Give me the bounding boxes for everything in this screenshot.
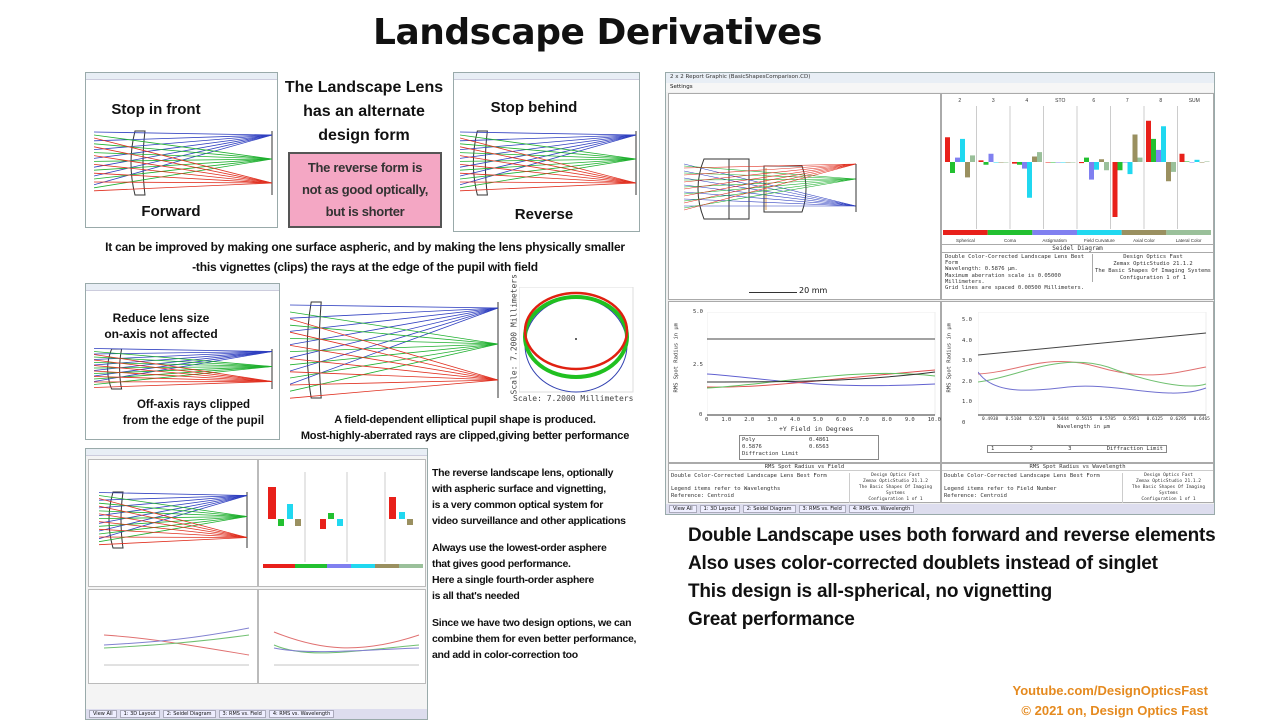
scale-bar-label: 20 mm [799,286,828,295]
intro-line: The Landscape Lens [284,79,444,96]
intro-line: has an alternate [303,103,425,120]
rms-field-pane [668,301,941,463]
pupil-ellipses [519,287,634,393]
y-tick: 2.0 [962,378,972,385]
rms-field-curves [707,312,937,417]
ray [99,537,247,538]
field-xlabel: +Y Field in Degrees [779,425,854,433]
callout-line: not as good optically, [301,182,429,197]
intro-line: design form [318,127,410,144]
note-line: video surveillance and other applications [432,515,626,527]
caption-line: A field-dependent elliptical pupil shape is produced. [334,414,596,426]
scale-bar [749,286,827,295]
field-xticks [705,417,941,423]
reverse-rms-field-curves [89,590,257,683]
subtitle: The Basic Shapes Of Imaging Systems [1095,268,1211,274]
pupil-captions [275,412,655,444]
seidel-bar [989,154,994,162]
software: Zemax OpticStudio 21.1.2 [1113,261,1193,267]
note-line: with aspheric surface and vignetting, [432,483,606,495]
seidel-bar [1066,162,1071,163]
note: Reference: Centroid [944,492,1007,499]
reverse-form-callout [288,152,442,228]
lens-name: Double Color-Corrected Landscape Lens Best Form [945,254,1085,267]
seidel-title: Seidel Diagram [942,244,1213,253]
note: Legend items refer to Field Number [944,486,1057,492]
x-tick: 0.6125 [1146,417,1163,422]
legend-swatch [1166,230,1211,235]
ray [94,360,272,382]
note-line: The reverse landscape lens, optionally [432,467,614,479]
ray [684,164,856,168]
callout-line: The reverse form is [307,160,423,175]
surface-label: 4 [1025,98,1029,104]
seidel-bar [1032,157,1037,163]
seidel-diagram [943,94,1213,244]
seidel-bar [1138,158,1143,162]
ray [460,132,636,135]
report-tabs [666,504,1214,514]
seidel-bar [1128,162,1133,174]
x-tick: 0 [705,417,709,423]
x-tick: 0.6295 [1170,417,1187,422]
legend-item: 3 [1068,446,1072,452]
tab-seidel[interactable]: 2: Seidel Diagram [163,710,216,718]
youtube-link[interactable]: Youtube.com/DesignOpticsFast [1012,683,1208,698]
y-tick: 2.5 [693,362,703,368]
x-tick: 0.5785 [1099,417,1116,422]
seidel-bar [1056,162,1061,163]
brand: Design Optics Fast [1144,473,1193,478]
legend-swatch [1032,230,1077,235]
seidel-bar [1079,162,1084,163]
legend-label: Field Curvature [1083,238,1115,243]
field-ylabel: RMS Spot Radius in µm [673,322,680,393]
seidel-bar [979,160,984,162]
seidel-bar [1195,160,1200,162]
pupil-x-scale: Scale: 7.2000 Millimeters [513,394,634,403]
seidel-bar [1200,162,1205,163]
label-line: Off-axis rays clipped [136,399,251,411]
legend-item: Diffraction Limit [1106,446,1163,452]
seidel-bar [1118,162,1123,170]
note-line: Since we have two design options, we can [432,617,632,629]
forward-lens-window [85,72,278,228]
reverse-layout-pane [88,459,258,587]
seidel-info [945,254,1090,291]
x-tick: 3.0 [767,417,778,423]
tab-rms-field[interactable]: 3: RMS vs. Field [219,710,266,718]
seidel-bar [1123,162,1128,163]
callout-line: but is shorter [325,204,405,219]
ray [99,493,247,496]
conclusion-line: Also uses color-corrected doublets instead of singlet [688,553,1158,574]
note: Reference: Centroid [671,492,734,499]
y-tick: 4.0 [962,337,972,344]
legend-item: 0.6563 [809,444,829,450]
note-line: is all that's needed [432,590,520,602]
seidel-bar [1156,150,1161,162]
ray [94,132,272,135]
slide-title: Landscape Derivatives [373,12,822,53]
y-tick: 1.0 [962,399,972,405]
tab-rms-wavelength[interactable]: 4: RMS vs. Wavelength [849,505,914,513]
legend-item: 0.5876 [742,444,762,450]
seidel-bar [1012,162,1017,164]
x-tick: 5.0 [813,417,823,423]
ray [94,164,272,183]
ray [94,144,272,159]
legend-swatch [988,230,1033,235]
tab-view-all[interactable]: View All [669,505,697,513]
seidel-pane [941,93,1214,300]
x-tick: 0.5104 [1005,417,1022,422]
alternate-form-text [280,76,448,148]
software: Zemax OpticStudio 21.1.2 [862,479,929,484]
seidel-bar [950,162,955,173]
reverse-rms-field-pane [88,589,258,684]
seidel-bar [1151,139,1156,162]
wave-yticks [962,310,972,433]
seidel-bar [1146,121,1151,162]
ray [94,382,272,383]
improve-line: -this vignettes (clips) the rays at the edge of the pupil with field [192,260,538,274]
note-line: Always use the lowest-order asphere [432,542,607,554]
note-line: Here a single fourth-order asphere [432,574,594,586]
seidel-bar [1099,159,1104,162]
reverse-seidel-bars [261,462,425,586]
legend-label: Spherical [955,238,975,243]
legend-label: Astigmatism [1042,238,1067,243]
pupil-footprint-plot [505,274,635,405]
y-tick: 0 [962,419,966,426]
settings-button[interactable]: Settings [670,84,693,90]
tab-3d-layout[interactable]: 1: 3D Layout [700,505,740,513]
label-line: Reduce lens size [112,311,210,325]
wave-ylabel: RMS Spot Radius in µm [946,322,953,393]
seidel-bar [1104,162,1109,170]
x-tick: 10.0 [927,417,941,423]
note-line: is a very common optical system for [432,499,603,511]
rms-wavelength-curves [978,312,1208,417]
surface-label: 2 [958,98,962,104]
y-tick: 0 [699,412,703,418]
double-landscape-layout [684,154,874,224]
conclusion-line: This design is all-spherical, no vignetting [688,581,1053,602]
seidel-note: Wavelength: 0.5876 µm. [945,266,1018,273]
forward-ray-diagram [94,123,274,203]
seidel-bar [1205,161,1210,162]
config: Configuration 1 of 1 [1119,275,1187,281]
y-tick: 5.0 [962,317,972,323]
ray [94,183,272,191]
tab-seidel[interactable]: 2: Seidel Diagram [743,505,796,513]
seidel-bar [1004,162,1009,163]
x-tick: 4.0 [790,417,801,423]
ray [290,359,498,380]
config: Configuration 1 of 1 [1141,497,1196,502]
x-tick: 0.5615 [1076,417,1093,422]
note-line: that gives good performance. [432,558,571,570]
legend-swatch [943,230,988,235]
ray [94,173,272,183]
ray [99,538,247,545]
seidel-bar [1190,162,1195,163]
brand: Design Optics Fast [871,473,920,478]
stop-behind-label: Stop behind [490,99,578,116]
legend-label: Axial Color [1133,238,1155,243]
reverse-rms-wave-pane [258,589,426,684]
legend-item: 0.4861 [809,437,829,443]
seidel-bar [1171,162,1176,172]
note-line: combine them for even better performance, [432,633,637,645]
seidel-bar [1027,162,1032,198]
forward-label: Forward [141,203,201,220]
y-tick: 3.0 [962,358,972,364]
reverse-label: Reverse [514,206,574,223]
improvement-text [45,237,685,277]
clipped-ray-diagram [290,290,500,410]
x-tick: 0.5951 [1123,417,1140,422]
vignetted-lens-window [85,283,280,440]
wave-xlabel: Wavelength in µm [1057,424,1110,430]
field-info-box [668,463,941,503]
field-legend [739,435,879,460]
reverse-ray-diagram [460,123,638,203]
tab-view-all[interactable]: View All [89,710,117,718]
stop-in-front-label: Stop in front [111,101,201,118]
tab-rms-wavelength[interactable]: 4: RMS vs. Wavelength [269,710,334,718]
copyright: © 2021 on, Design Optics Fast [1021,703,1208,718]
seidel-bar [1051,162,1056,163]
seidel-bar [1133,135,1138,163]
seidel-bar [1161,126,1166,162]
ray [460,144,636,159]
subtitle: The Basic Shapes Of Imaging Systems [1131,485,1206,496]
seidel-bar [1071,162,1076,163]
conclusion-line: Double Landscape uses both forward and reverse elements [688,525,1216,546]
tab-3d-layout[interactable]: 1: 3D Layout [120,710,160,718]
toolbar [666,83,1214,92]
lens-name: Double Color-Corrected Landscape Lens Best Form [671,473,827,479]
reverse-report-tabs [86,709,427,719]
seidel-note: Maximum aberration scale is 0.05000 Millimeters. [945,272,1061,285]
x-tick: 7.0 [858,417,869,423]
seidel-bar [1037,152,1042,162]
lens-name: Double Color-Corrected Landscape Lens Best Form [944,473,1100,479]
legend-swatch [1122,230,1167,235]
x-tick: 0.5444 [1052,417,1069,422]
reverse-lens-window [453,72,640,232]
seidel-bar [999,162,1004,163]
window-title: 2 x 2 Report Graphic (BasicShapesComparison.CD) [666,73,1214,83]
seidel-bar [1061,162,1066,163]
brand: Design Optics Fast [1123,254,1183,260]
seidel-bar [1084,158,1089,162]
seidel-note: Grid lines are spaced 0.00500 Millimeters. [945,285,1085,292]
report-graphic-window [665,72,1215,515]
reverse-seidel-pane [258,459,426,587]
wave-legend [987,445,1167,453]
reverse-report-window [85,448,428,720]
seidel-bar [1089,162,1094,180]
seidel-bar [965,162,970,177]
seidel-bar [1017,162,1022,165]
ray [94,182,272,183]
seidel-bar [945,137,950,162]
legend-item: Poly [742,437,756,443]
surface-label: SUM [1188,98,1200,104]
seidel-bar [994,162,999,163]
improve-line: It can be improved by making one surface aspheric, and by making the lens physically smaller [105,240,625,254]
wave-info-box [941,463,1214,503]
surface-label: 8 [1159,98,1163,104]
label-line: from the edge of the pupil [122,415,265,427]
legend-item: 2 [1029,446,1033,452]
seidel-bar [1113,162,1118,217]
ray [290,345,498,380]
reduce-lens-size-label [91,310,231,342]
x-tick: 1.0 [721,417,732,423]
note: Legend items refer to Wavelengths [671,486,781,492]
label-line: on-axis not affected [104,327,218,341]
x-tick: 0.4938 [982,417,999,422]
x-tick: 2.0 [744,417,755,423]
y-tick: 5.0 [693,309,703,315]
legend-label: Coma [1003,238,1017,243]
legend-item: Diffraction Limit [742,451,799,457]
legend-swatch [1077,230,1122,235]
subtitle: The Basic Shapes Of Imaging Systems [858,485,933,496]
legend-item: 1 [991,446,995,452]
seidel-bar [955,158,960,162]
reverse-lens-notes [432,465,660,674]
ray [684,199,856,206]
note-line: and add in color-correction too [432,649,578,661]
vignetted-ray-diagram [94,344,274,394]
config: Configuration 1 of 1 [868,497,923,502]
seidel-bar [1166,162,1171,181]
x-tick: 0.5270 [1029,417,1046,422]
legend-label: Lateral Color [1175,238,1202,243]
reverse-layout-rays [99,485,249,555]
layout-pane [668,93,941,300]
seidel-bar [1022,162,1027,169]
surface-label: 6 [1092,98,1096,104]
reverse-rms-wave-curves [259,590,425,683]
seidel-bar [970,155,975,162]
seidel-bar [1094,162,1099,170]
tab-rms-field[interactable]: 3: RMS vs. Field [799,505,846,513]
wave-xticks [982,417,1210,422]
caption-line: Most-highly-aberrated rays are clipped,giving better performance [300,430,630,442]
seidel-bar [1046,162,1051,163]
field-plot-title: RMS Spot Radius vs Field [669,464,940,471]
seidel-bar [1180,154,1185,162]
x-tick: 9.0 [904,417,915,423]
surface-label: 7 [1125,98,1129,104]
x-tick: 8.0 [881,417,892,423]
x-tick: 0.6465 [1193,417,1210,422]
x-tick: 6.0 [836,417,846,423]
seidel-brand-box [1092,254,1213,282]
rms-wavelength-pane [941,301,1214,463]
ray [94,349,272,352]
wave-plot-title: RMS Spot Radius vs Wavelength [942,464,1213,471]
seidel-bar [960,139,965,162]
surface-label: 3 [991,98,995,104]
seidel-bar [984,162,989,165]
conclusion-line: Great performance [688,609,855,630]
surface-label: STO [1055,98,1066,104]
seidel-bar [1185,161,1190,162]
rays-clipped-label [111,397,276,429]
software: Zemax OpticStudio 21.1.2 [1135,479,1202,484]
pupil-y-scale: Scale: 7.2000 Millimeters [509,274,519,395]
